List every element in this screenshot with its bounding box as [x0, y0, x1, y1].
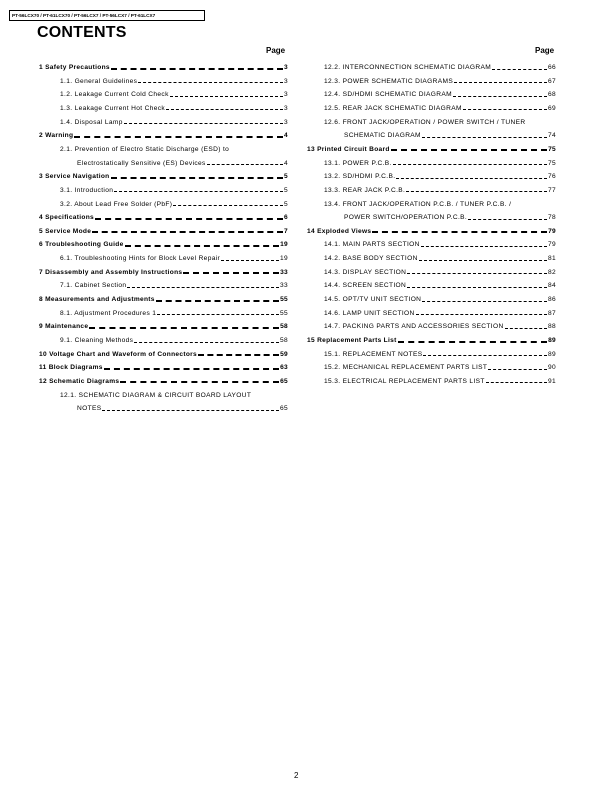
toc-entry-title: 8 Measurements and Adjustments: [39, 296, 155, 304]
toc-entry[interactable]: [324, 172, 556, 181]
toc-entry[interactable]: [324, 281, 556, 290]
dot-leader: [173, 205, 283, 206]
dot-leader: [421, 246, 547, 247]
dot-leader: [138, 82, 283, 83]
toc-entry[interactable]: [60, 77, 288, 86]
dot-leader: [393, 164, 547, 165]
dot-leader: [207, 164, 283, 165]
toc-entry-page: 3: [284, 64, 288, 71]
toc-entry[interactable]: [324, 377, 556, 386]
dot-leader: [463, 109, 547, 110]
toc-entry-page: 4: [284, 132, 288, 140]
toc-entry-title: Electrostatically Sensitive (ES) Devices: [77, 159, 206, 167]
dot-leader: [505, 328, 547, 329]
toc-entry-page: 88: [547, 323, 556, 331]
toc-entry-title: 3 Service Navigation: [39, 173, 110, 181]
toc-entry-title: 14.7. PACKING PARTS AND ACCESSORIES SECTION: [324, 323, 504, 331]
dot-leader: [396, 178, 547, 179]
dot-leader: [419, 260, 547, 261]
toc-entry[interactable]: [324, 309, 556, 318]
toc-entry[interactable]: [344, 131, 556, 140]
dot-leader: [166, 109, 283, 110]
toc-entry-page: 74: [547, 132, 556, 140]
toc-entry-page: 75: [548, 145, 556, 153]
toc-entry-title: 12.1. SCHEMATIC DIAGRAM & CIRCUIT BOARD LAYOUT: [60, 391, 252, 399]
toc-entry-page: 3: [283, 91, 288, 99]
toc-entry-page: 58: [279, 337, 288, 344]
toc-entry[interactable]: [307, 336, 556, 345]
page-number: 2: [294, 771, 299, 780]
dot-leader: [114, 191, 283, 192]
toc-entry-page: 5: [284, 173, 288, 181]
toc-entry-title: 8.1. Adjustment Procedures 1: [60, 309, 157, 317]
toc-entry-title: 7.1. Cabinet Section: [60, 282, 127, 290]
toc-entry-page: 76: [547, 173, 556, 181]
toc-entry[interactable]: [39, 350, 288, 359]
toc-entry-title: 12.4. SD/HDMI SCHEMATIC DIAGRAM: [324, 91, 452, 99]
dot-leader: [95, 218, 283, 220]
toc-entry-title: 14.6. LAMP UNIT SECTION: [324, 309, 415, 317]
toc-entry-title: 3.2. About Lead Free Solder (PbF): [60, 200, 173, 208]
toc-entry-title: 12.3. POWER SCHEMATIC DIAGRAMS: [324, 77, 454, 85]
dot-leader: [157, 314, 279, 315]
toc-entry-title: 1.1. General Guidelines: [60, 77, 138, 85]
toc-entry-page: 75: [547, 159, 556, 167]
toc-entry-title: 14.5. OPT/TV UNIT SECTION: [324, 296, 422, 304]
dot-leader: [111, 177, 284, 179]
toc-entry[interactable]: [39, 227, 288, 236]
toc-entry-title: 1.3. Leakage Current Hot Check: [60, 104, 166, 112]
toc-entry-page: 77: [547, 186, 556, 194]
toc-entry[interactable]: [60, 90, 288, 99]
toc-entry[interactable]: [60, 145, 288, 154]
toc-entry[interactable]: [324, 240, 556, 249]
toc-entry-title: 7 Disassembly and Assembly Instructions: [39, 268, 183, 276]
dot-leader: [454, 82, 547, 83]
dot-leader: [111, 68, 283, 70]
model-header: PT-56LCX70 / PT-61LCX70 / PT-56LCX7 / PT-56LCX7 / PT-61LCX7: [9, 10, 205, 21]
dot-leader: [92, 231, 283, 233]
toc-entry-title: 12.2. INTERCONNECTION SCHEMATIC DIAGRAM: [324, 64, 492, 71]
toc-entry-page: 55: [280, 296, 288, 304]
toc-entry-page: 19: [279, 255, 288, 263]
toc-entry-page: 84: [547, 282, 556, 290]
toc-entry-page: 65: [280, 377, 288, 385]
toc-entry-title: 12.5. REAR JACK SCHEMATIC DIAGRAM: [324, 104, 462, 112]
dot-leader: [423, 355, 547, 356]
toc-entry-title: POWER SWITCH/OPERATION P.C.B.: [344, 214, 468, 222]
dot-leader: [125, 245, 280, 247]
toc-entry[interactable]: [60, 104, 288, 113]
toc-entry[interactable]: [77, 159, 288, 168]
toc-entry[interactable]: [39, 213, 288, 222]
dot-leader: [102, 410, 278, 411]
toc-entry-page: 63: [280, 364, 288, 372]
dot-leader: [422, 137, 547, 138]
toc-entry-title: NOTES: [77, 405, 102, 413]
toc-entry-page: 33: [279, 282, 288, 290]
toc-entry[interactable]: [324, 295, 556, 304]
toc-entry-page: 59: [280, 350, 288, 358]
page-title: CONTENTS: [37, 24, 127, 41]
toc-entry-page: 19: [280, 241, 288, 249]
toc-entry-title: 11 Block Diagrams: [39, 364, 103, 372]
toc-entry-title: 12 Schematic Diagrams: [39, 377, 120, 385]
toc-entry-title: 6.1. Troubleshooting Hints for Block Level Repair: [60, 255, 221, 263]
toc-entry-page: 79: [547, 241, 556, 249]
dot-leader: [198, 354, 279, 356]
dot-leader: [488, 369, 547, 370]
toc-entry-page: 3: [283, 77, 288, 85]
toc-entry[interactable]: [39, 240, 288, 249]
dot-leader: [183, 272, 279, 274]
dot-leader: [104, 368, 279, 370]
toc-entry[interactable]: [60, 186, 288, 195]
toc-entry-title: 10 Voltage Chart and Waveform of Connectors: [39, 350, 197, 358]
dot-leader: [156, 300, 279, 302]
dot-leader: [89, 327, 279, 329]
toc-entry[interactable]: [60, 336, 288, 345]
toc-entry-title: SCHEMATIC DIAGRAM: [344, 132, 421, 140]
toc-entry[interactable]: [324, 350, 556, 359]
toc-entry[interactable]: [307, 227, 556, 236]
toc-entry-title: 9 Maintenance: [39, 323, 89, 331]
toc-entry[interactable]: [324, 254, 556, 263]
toc-entry-title: 14.3. DISPLAY SECTION: [324, 268, 407, 276]
dot-leader: [74, 136, 283, 138]
toc-entry-title: 3.1. Introduction: [60, 186, 114, 194]
toc-entry-title: 2.1. Prevention of Electro Static Discharge (ESD) to: [60, 145, 230, 153]
dot-leader: [398, 341, 547, 343]
toc-entry[interactable]: [324, 118, 556, 127]
toc-entry[interactable]: [60, 309, 288, 318]
dot-leader: [120, 381, 279, 383]
toc-entry[interactable]: [324, 363, 556, 372]
dot-leader: [406, 191, 547, 192]
toc-entry[interactable]: [324, 159, 556, 168]
toc-entry[interactable]: [324, 200, 556, 209]
toc-entry-page: 55: [279, 309, 288, 317]
toc-entry-title: 12.6. FRONT JACK/OPERATION / POWER SWITCH / TUNER: [324, 118, 526, 126]
toc-entry-page: 82: [547, 268, 556, 276]
toc-entry-title: 13 Printed Circuit Board: [307, 145, 390, 153]
toc-entry[interactable]: [324, 186, 556, 195]
dot-leader: [416, 314, 547, 315]
dot-leader: [486, 382, 547, 383]
toc-entry-title: 1.2. Leakage Current Cold Check: [60, 91, 169, 99]
toc-entry[interactable]: [39, 295, 288, 304]
dot-leader: [221, 260, 279, 261]
toc-entry[interactable]: [324, 63, 556, 72]
toc-entry-title: 13.3. REAR JACK P.C.B.: [324, 186, 406, 194]
toc-entry-title: 1.4. Disposal Lamp: [60, 118, 123, 126]
toc-entry[interactable]: [39, 131, 288, 140]
toc-entry[interactable]: [39, 63, 288, 72]
dot-leader: [134, 342, 279, 343]
dot-leader: [127, 287, 279, 288]
dot-leader: [391, 149, 547, 151]
toc-entry[interactable]: [60, 200, 288, 209]
toc-entry-page: 79: [548, 227, 556, 235]
toc-entry-title: 9.1. Cleaning Methods: [60, 337, 134, 344]
toc-entry-page: 5: [283, 186, 288, 194]
toc-entry-page: 68: [547, 91, 556, 99]
toc-entry-page: 66: [547, 64, 556, 71]
toc-entry[interactable]: [324, 104, 556, 113]
toc-entry-title: 14.1. MAIN PARTS SECTION: [324, 241, 420, 249]
toc-entry-page: 4: [283, 159, 288, 167]
toc-entry[interactable]: [77, 404, 288, 413]
toc-entry-page: 86: [547, 296, 556, 304]
toc-entry-title: 5 Service Mode: [39, 227, 92, 235]
toc-entry[interactable]: [39, 322, 288, 331]
toc-entry[interactable]: [324, 322, 556, 331]
toc-entry[interactable]: [344, 213, 556, 222]
toc-entry-page: 91: [547, 377, 556, 385]
toc-entry[interactable]: [39, 363, 288, 372]
toc-entry-page: 58: [280, 323, 288, 331]
dot-leader: [422, 301, 547, 302]
dot-leader: [492, 69, 547, 70]
toc-entry-page: 6: [284, 214, 288, 222]
toc-entry[interactable]: [60, 254, 288, 263]
toc-entry-page: 78: [547, 214, 556, 222]
toc-entry-title: 2 Warning: [39, 132, 74, 140]
toc-entry-title: 1 Safety Precautions: [39, 64, 110, 71]
toc-entry-page: 5: [283, 200, 288, 208]
toc-entry-title: 15.2. MECHANICAL REPLACEMENT PARTS LIST: [324, 364, 488, 372]
toc-entry-page: 65: [279, 405, 288, 413]
toc-entry-page: 3: [283, 118, 288, 126]
toc-entry-title: 14.2. BASE BODY SECTION: [324, 255, 418, 263]
toc-entry[interactable]: [39, 377, 288, 386]
dot-leader: [170, 96, 283, 97]
toc-entry-page: 81: [547, 255, 556, 263]
toc-entry[interactable]: [307, 145, 556, 154]
toc-entry[interactable]: [324, 90, 556, 99]
toc-entry-page: 87: [547, 309, 556, 317]
toc-entry-page: 33: [280, 268, 288, 276]
toc-entry-title: 15 Replacement Parts List: [307, 337, 397, 344]
toc-entry-title: 13.1. POWER P.C.B.: [324, 159, 392, 167]
dot-leader: [124, 123, 283, 124]
dot-leader: [407, 287, 547, 288]
toc-entry[interactable]: [39, 268, 288, 277]
dot-leader: [453, 96, 547, 97]
toc-entry-page: 7: [284, 227, 288, 235]
toc-entry-page: 90: [547, 364, 556, 372]
toc-entry-page: 67: [547, 77, 556, 85]
toc-entry-title: 14.4. SCREEN SECTION: [324, 282, 407, 290]
toc-entry-page: 89: [548, 337, 556, 344]
toc-entry[interactable]: [324, 77, 556, 86]
toc-entry[interactable]: [60, 281, 288, 290]
toc-entry-title: 15.1. REPLACEMENT NOTES: [324, 350, 423, 358]
toc-entry-title: 6 Troubleshooting Guide: [39, 241, 124, 249]
toc-entry-page: 69: [547, 104, 556, 112]
right-page-column-label: Page: [535, 46, 555, 55]
dot-leader: [407, 273, 547, 274]
toc-entry-title: 13.4. FRONT JACK/OPERATION P.C.B. / TUNER P.C.B. /: [324, 200, 512, 208]
toc-entry-page: 89: [547, 350, 556, 358]
toc-entry-title: 15.3. ELECTRICAL REPLACEMENT PARTS LIST: [324, 377, 485, 385]
dot-leader: [372, 231, 547, 233]
toc-entry-title: 14 Exploded Views: [307, 227, 372, 235]
toc-entry-title: 4 Specifications: [39, 214, 95, 222]
toc-entry[interactable]: [60, 118, 288, 127]
toc-entry-page: 3: [283, 104, 288, 112]
toc-entry[interactable]: [60, 391, 288, 400]
toc-entry-title: 13.2. SD/HDMI P.C.B.: [324, 173, 396, 181]
toc-entry[interactable]: [324, 268, 556, 277]
left-page-column-label: Page: [266, 46, 286, 55]
toc-entry[interactable]: [39, 172, 288, 181]
dot-leader: [468, 219, 547, 220]
